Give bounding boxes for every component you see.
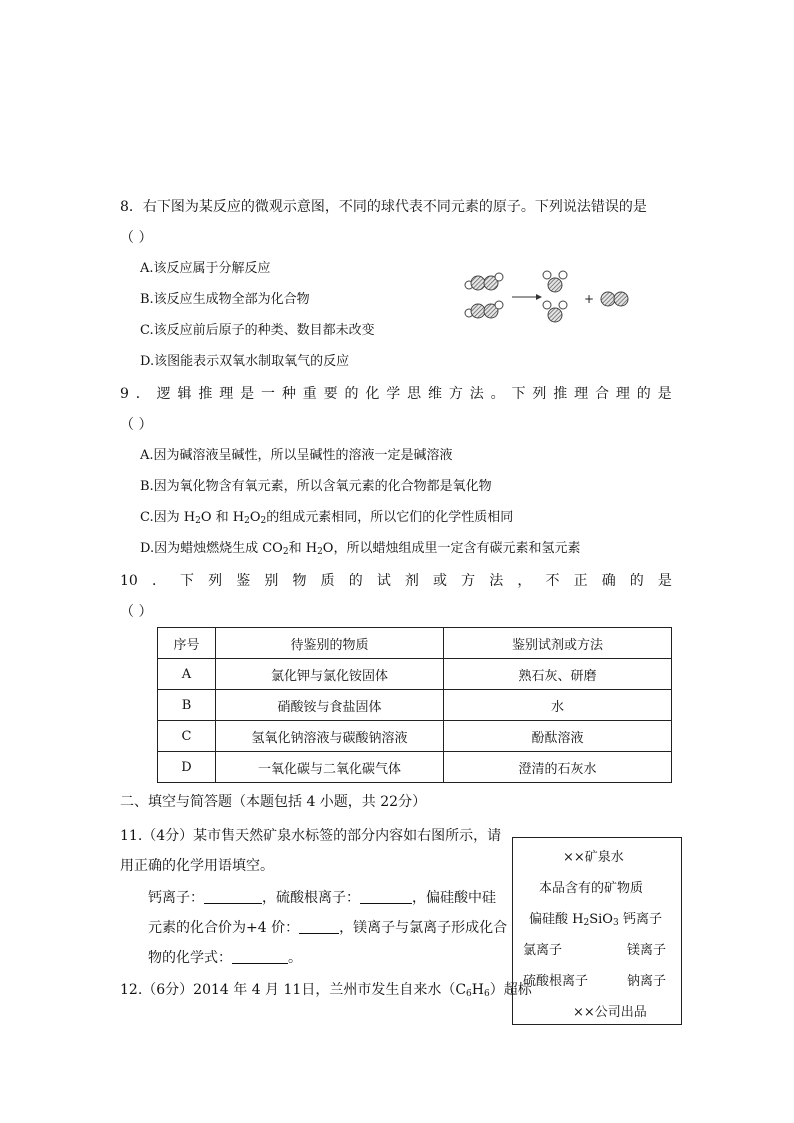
q10-stem-char: 是 <box>657 573 672 589</box>
label-magnesium-ion: 镁离子 <box>627 943 667 958</box>
q9-answer-paren: （ ） <box>120 417 153 433</box>
q9-stem-char: 推 <box>198 386 213 402</box>
q9-stem <box>120 384 672 404</box>
table-cell: C <box>158 721 216 752</box>
q9-stem-char: 的 <box>636 386 651 402</box>
q10-stem-char: 的 <box>348 573 363 589</box>
sulfate-ion-blank[interactable] <box>360 889 412 904</box>
section-2-title: 二、填空与简答题（本题包括 4 小题，共 22分） <box>120 794 427 810</box>
product-molecule-3 <box>601 292 628 306</box>
q10-stem-char: 别 <box>264 573 279 589</box>
q8-option-b: B.该反应生成物全部为化合物 <box>140 292 310 307</box>
mineral-water-label <box>512 837 682 1025</box>
q10-stem-char: 鉴 <box>236 573 251 589</box>
table-cell: 水 <box>444 690 672 721</box>
label-metasilicic-acid: 偏硅酸 $H_2SiO_3$ <box>529 912 619 928</box>
q9-stem-char: 方 <box>448 386 463 402</box>
q9-stem-char: 列 <box>532 386 547 402</box>
q9-stem-char: 重 <box>302 386 317 402</box>
q10-stem <box>120 571 672 591</box>
q10-stem-char: 的 <box>629 573 644 589</box>
q10-stem-char: ． <box>151 573 166 589</box>
q9-stem-char: 合 <box>595 386 610 402</box>
table-row <box>158 721 672 752</box>
q10-stem-char: 确 <box>601 573 616 589</box>
q10-table <box>157 627 672 783</box>
table-cell: 氢氧化钠溶液与碳酸钠溶液 <box>216 721 444 752</box>
label-title: ××矿泉水 <box>563 850 624 865</box>
q9-option-a: A.因为碱溶液呈碱性，所以呈碱性的溶液一定是碱溶液 <box>140 448 453 463</box>
plus-sign: + <box>584 292 595 306</box>
q11-line-3: 钙离子： ，硫酸根离子： ，偏硅酸中硅 <box>148 890 496 906</box>
q9-stem-char: 是 <box>657 386 672 402</box>
q9-stem-char: 维 <box>428 386 443 402</box>
q9-stem-char: 化 <box>365 386 380 402</box>
table-cell: D <box>158 752 216 783</box>
q10-stem-char: 法 <box>489 573 504 589</box>
q11-line-5: 物的化学式： 。 <box>148 950 302 966</box>
q9-stem-char: 学 <box>386 386 401 402</box>
label-calcium-ion: 钙离子 <box>623 912 663 927</box>
product-molecule-1 <box>543 271 567 292</box>
q10-stem-char: 或 <box>433 573 448 589</box>
q9-stem-char: 理 <box>574 386 589 402</box>
q9-stem-char: 理 <box>219 386 234 402</box>
q9-stem-char: 一 <box>261 386 276 402</box>
silicon-valence-blank[interactable] <box>299 919 339 934</box>
label-chloride-ion: 氯离子 <box>523 943 563 958</box>
chemical-formula-blank[interactable] <box>232 949 288 964</box>
table-cell: B <box>158 690 216 721</box>
table-header-cell: 序号 <box>158 628 216 659</box>
q10-stem-char: ， <box>517 573 532 589</box>
q11-line-1: 11.（4分）某市售天然矿泉水标签的部分内容如右图所示，请 <box>120 828 502 844</box>
q9-option-b: B.因为氧化物含有氧元素，所以含氧元素的化合物都是氧化物 <box>140 479 492 494</box>
q8-option-d: D.该图能表示双氧水制取氧气的反应 <box>140 354 350 369</box>
q11-line-2: 用正确的化学用语填空。 <box>120 858 274 874</box>
q8-option-c: C.该反应前后原子的种类、数目都未改变 <box>140 323 375 338</box>
reactant-molecule-2 <box>465 301 503 318</box>
q8-option-a: A.该反应属于分解反应 <box>140 261 271 276</box>
label-sodium-ion: 钠离子 <box>627 974 667 989</box>
q11-line-4: 元素的化合价为+4 价： ，镁离子与氯离子形成化合 <box>148 920 508 936</box>
table-row <box>158 752 672 783</box>
q9-stem-char: 的 <box>344 386 359 402</box>
table-header-row <box>158 628 672 659</box>
table-cell: 熟石灰、研磨 <box>444 659 672 690</box>
q10-stem-char: 物 <box>292 573 307 589</box>
q9-option-c: C.因为 $H_2O$ 和 $H_2O_2$的组成元素相同，所以它们的化学性质相同 <box>140 510 514 526</box>
q12-line-1: 12.（6分）2014 年 4 月 11日，兰州市发生自来水$(C_6H_6)$超标 <box>120 982 532 999</box>
table-cell: 澄清的石灰水 <box>444 752 672 783</box>
q9-stem-char: 理 <box>615 386 630 402</box>
q9-stem-char: 逻 <box>156 386 171 402</box>
q9-stem-char: 要 <box>323 386 338 402</box>
q9-stem-char: 是 <box>240 386 255 402</box>
q8-answer-paren: （ ） <box>120 230 153 246</box>
q10-stem-char: 不 <box>545 573 560 589</box>
table-header-cell: 待鉴别的物质 <box>216 628 444 659</box>
calcium-ion-blank[interactable] <box>204 889 262 904</box>
reaction-arrow <box>512 294 542 300</box>
q10-stem-char: 10 <box>120 573 138 589</box>
q9-stem-char: 法 <box>469 386 484 402</box>
q10-stem-char: 下 <box>180 573 195 589</box>
q9-stem-char: 种 <box>281 386 296 402</box>
table-cell: 硝酸铵与食盐固体 <box>216 690 444 721</box>
reaction-diagram <box>462 265 642 327</box>
q8-stem: 8．右下图为某反应的微观示意图，不同的球代表不同元素的原子。下列说法错误的是 <box>120 199 647 215</box>
q9-stem-char: 。 <box>490 386 505 402</box>
reactant-molecule-1 <box>465 273 503 290</box>
q10-stem-char: 方 <box>461 573 476 589</box>
q9-stem-char: ． <box>135 386 150 402</box>
label-subtitle: 本品含有的矿物质 <box>539 881 644 896</box>
q9-stem-char: 推 <box>553 386 568 402</box>
table-cell: 酚酞溶液 <box>444 721 672 752</box>
label-footer: ××公司出品 <box>573 1005 647 1020</box>
table-header-cell: 鉴别试剂或方法 <box>444 628 672 659</box>
q10-stem-char: 正 <box>573 573 588 589</box>
q10-stem-char: 试 <box>376 573 391 589</box>
table-cell: A <box>158 659 216 690</box>
q9-stem-char: 思 <box>407 386 422 402</box>
q10-stem-char: 列 <box>208 573 223 589</box>
table-row <box>158 659 672 690</box>
q9-stem-char: 9 <box>120 386 129 402</box>
table-cell: 一氧化碳与二氧化碳气体 <box>216 752 444 783</box>
label-sulfate-ion: 硫酸根离子 <box>523 974 589 989</box>
q10-stem-char: 剂 <box>404 573 419 589</box>
q9-stem-char: 辑 <box>177 386 192 402</box>
product-molecule-2 <box>543 301 567 322</box>
q9-stem-char: 下 <box>511 386 526 402</box>
table-cell: 氯化钾与氯化铵固体 <box>216 659 444 690</box>
q10-stem-char: 质 <box>320 573 335 589</box>
q10-answer-paren: （ ） <box>120 604 153 620</box>
q9-option-d: D.因为蜡烛燃烧生成 $CO_2$和 $H_2O$，所以蜡烛组成里一定含有碳元素和氢元素 <box>140 541 581 557</box>
table-row <box>158 690 672 721</box>
